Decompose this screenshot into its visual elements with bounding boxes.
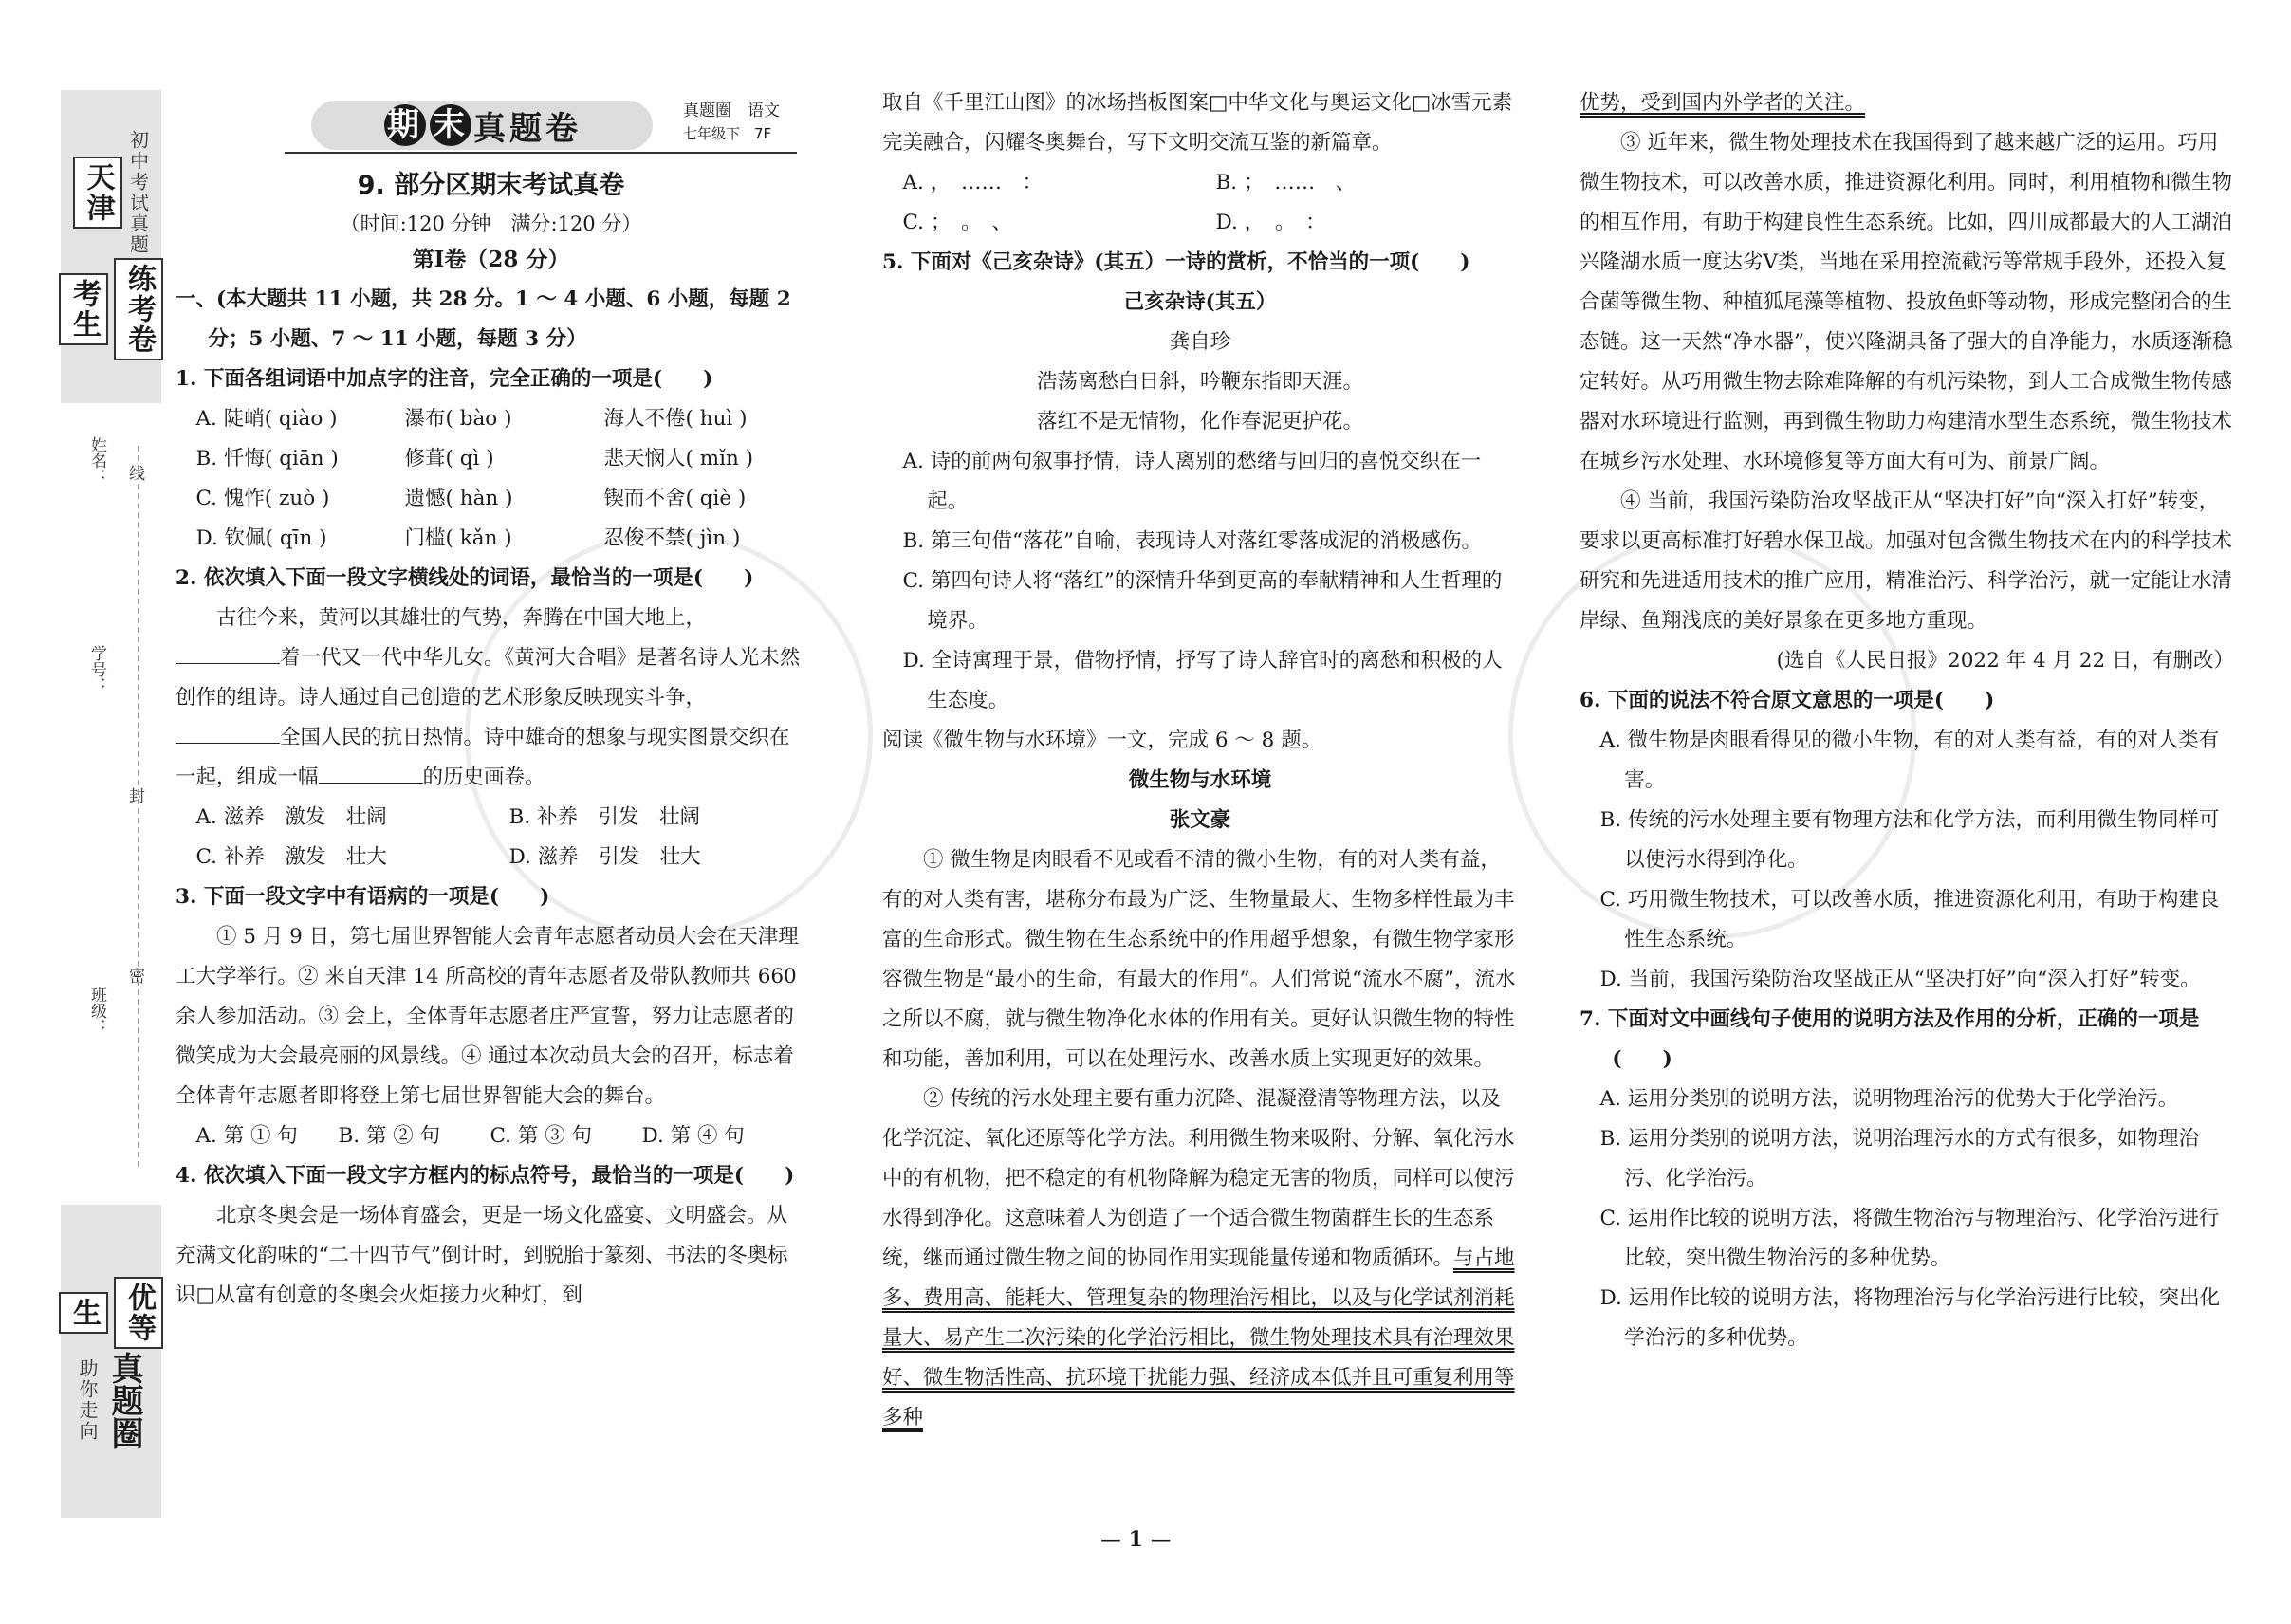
option-text: A. 第 ① 句 <box>195 1124 298 1148</box>
option-text: B. 第三句借“落花”自喻，表现诗人对落红零落成泥的消极感伤。 <box>902 529 1482 553</box>
paragraph-2-text: ② 传统的污水处理主要有重力沉降、混凝澄清等物理方法，以及化学沉淀、氧化还原等化学方法。利用微生物来吸附、分解、氧化污水中的有机物，把不稳定的有机物降解为稳定无害的物质，同样可以使污水得到净化。这意味着人为创造了一个适合微生物菌群生长的生态系统，继而通过微生物之间的协同作用实现能量传递和物质循环。 <box>882 1087 1515 1270</box>
article-paragraph-4: ④ 当前，我国污染防治攻坚战正从“坚决打好”向“深入打好”转变，要求以更高标准打好碧水保卫战。加强对包含微生物技术在内的科学技术研究和先进适用技术的推广应用，精准治污、科学治污，就一定能让水清岸绿、鱼翔浅底的美好景象在更多地方重现。 <box>1580 489 2233 633</box>
q2-text-b: 着一代又一代中华儿女。《黄河大合唱》是著名诗人光未然创作的组诗。诗人通过自己创造的艺术形象反映现实斗争， <box>176 646 801 710</box>
option-text: 遗憾( hàn ) <box>404 487 513 510</box>
option-text: 锲而不舍( qiè ) <box>603 487 747 510</box>
grade-label: 七年级下 7F <box>683 125 772 142</box>
sidebar-bottom-brand: 真题圈 <box>105 1352 143 1449</box>
option-text: C. ； 。 、 <box>902 211 1012 234</box>
header-banner <box>311 101 653 150</box>
poem-author: 龚自珍 <box>1169 330 1231 354</box>
name-label: 姓名： <box>87 436 106 485</box>
seal-line-label: 线 <box>125 465 144 481</box>
secret-mark-label: 密 <box>125 968 144 984</box>
option-text: A. 滋养 激发 壮阔 <box>195 805 387 829</box>
article-title: 微生物与水环境 <box>1128 768 1272 792</box>
sidebar-top-strip <box>61 90 161 403</box>
option-text: 悲天悯人( mǐn ) <box>603 447 754 471</box>
option-text: A. ， …… ： <box>902 171 1043 194</box>
sidebar-bottom-word-b: 优等 <box>114 1277 163 1349</box>
banner-char-1: 期 <box>384 104 426 146</box>
article-paragraph-2 <box>882 1080 1518 1438</box>
answer-blank[interactable] <box>176 722 280 744</box>
class-label: 班级： <box>87 987 106 1035</box>
option-text: C. 巧用微生物技术，可以改善水质，推进资源化利用，有助于构建良性生态系统。 <box>1599 888 2220 951</box>
option-text: D. 滋养 引发 壮大 <box>508 845 701 869</box>
q4-passage-continued: 取自《千里江山图》的冰场挡板图案□中华文化与奥运文化□冰雪元素完美融合，闪耀冬奥舞台，写下文明交流互鉴的新篇章。 <box>882 91 1513 155</box>
option-text: A. 诗的前两句叙事抒情，诗人离别的愁绪与回归的喜悦交织在一起。 <box>902 450 1482 513</box>
page-number: — 1 — <box>1100 1527 1172 1552</box>
option-text: A. 微生物是肉眼看得见的微小生物，有的对人类有益，有的对人类有害。 <box>1599 729 2220 792</box>
article-paragraph-1: ① 微生物是肉眼看不见或看不清的微小生物，有的对人类有益，有的对人类有害，堪称分布最为广泛、生物量最大、生物多样性最为丰富的生命形式。微生物在生态系统中的作用超乎想象，有微生物学家形容微生物是“最小的生命，有最大的作用”。人们常说“流水不腐”，流水之所以不腐，就与微生物净化水体的作用有关。更好认识微生物的特性和功能，善加利用，可以在处理污水、改善水质上实现更好的效果。 <box>882 848 1516 1071</box>
option-text: B. 忏悔( qiān ) <box>195 447 339 471</box>
option-text: B. 传统的污水处理主要有物理方法和化学方法，而利用微生物同样可以使污水得到净化。 <box>1599 808 2220 872</box>
header-rule <box>285 152 797 154</box>
student-info-labels <box>85 436 152 1176</box>
instructions: 一、(本大题共 11 小题，共 28 分。1 ～ 4 小题、6 小题，每题 2 分；5 小题、7 ～ 11 小题，每题 3 分） <box>176 287 791 351</box>
exam-header <box>285 97 797 156</box>
section-heading: 第Ⅰ卷（28 分） <box>412 247 570 272</box>
option-text: C. 运用作比较的说明方法，将微生物治污与物理治污、化学治污进行比较，突出微生物治污的多种优势。 <box>1599 1207 2220 1270</box>
banner-text: 真题卷 <box>473 109 582 148</box>
q4-passage: 北京冬奥会是一场体育盛会，更是一场文化盛宴、文明盛会。从充满文化韵味的“二十四节气”倒计时，到脱胎于篆刻、书法的冬奥标识□从富有创意的冬奥会火炬接力火种灯，到 <box>176 1204 788 1307</box>
option-text: 瀑布( bào ) <box>404 407 512 431</box>
option-text: C. 第四句诗人将“落红”的深情升华到更高的奉献精神和人生哲理的境界。 <box>902 569 1503 633</box>
brand-subject: 真题圈 语文 <box>683 102 780 120</box>
option-text: B. 第 ② 句 <box>338 1124 441 1148</box>
question-3: 3. 下面一段文字中有语病的一项是( ) <box>176 885 550 909</box>
option-text: D. 第 ④ 句 <box>641 1124 745 1148</box>
sidebar-top-caption: 初中考试真题 <box>126 130 150 255</box>
sidebar-top-word-a: 天津 <box>73 157 122 229</box>
option-text: 修葺( qì ) <box>404 447 494 471</box>
sidebar-bottom-word-c: 生 <box>59 1292 108 1334</box>
option-text: D. 当前，我国污染防治攻坚战正从“坚决打好”向“深入打好”转变。 <box>1599 968 2201 991</box>
option-text: D. 钦佩( qīn ) <box>195 526 327 550</box>
reading-intro: 阅读《微生物与水环境》一文，完成 6 ～ 8 题。 <box>882 729 1322 752</box>
answer-blank[interactable] <box>319 762 423 784</box>
exam-subtitle: （时间:120 分钟 满分:120 分） <box>340 212 642 235</box>
q2-text-c: 全国人民的抗日热情。诗中雄奇的想象与现实图景交织在一起，组成一幅 <box>176 726 790 789</box>
sidebar-top-word-c: 练考卷 <box>114 258 163 360</box>
q2-options <box>176 798 806 877</box>
underlined-sentence-end: 优势，受到国内外学者的关注。 <box>1580 91 1866 115</box>
question-2: 2. 依次填入下面一段文字横线处的词语，最恰当的一项是( ) <box>176 566 754 590</box>
column-2 <box>882 83 1518 1438</box>
option-text: 忍俊不禁( jìn ) <box>603 526 741 550</box>
column-1 <box>176 164 806 1316</box>
option-text: D. 全诗寓理于景，借物抒情，抒写了诗人辞官时的离愁和积极的人生态度。 <box>902 649 1503 712</box>
poem-line: 落红不是无情物，化作春泥更护花。 <box>1036 410 1363 434</box>
seal-mark-label: 封 <box>125 787 144 803</box>
option-text: C. 愧怍( zuò ) <box>195 487 330 510</box>
article-paragraph-3: ③ 近年来，微生物处理技术在我国得到了越来越广泛的运用。巧用微生物技术，可以改善水质，推进资源化利用。同时，利用植物和微生物的相互作用，有助于构建良性生态系统。比如，四川成都最大的人工湖泊兴隆湖水质一度达劣Ⅴ类，当地在采用控流截污等常规手段外，还投入复合菌等微生物、种植狐尾藻等植物、投放鱼虾等动物，形成完整闭合的生态链。这一天然“净水器”，使兴隆湖具备了强大的自净能力，水质逐渐稳定转好。从巧用微生物去除难降解的有机污染物，到人工合成微生物传感器对水环境进行监测，再到微生物助力构建清水型生态系统，微生物技术在城乡污水处理、水环境修复等方面大有可为、前景广阔。 <box>1580 131 2233 473</box>
option-text: B. 补养 引发 壮阔 <box>508 805 700 829</box>
column-3 <box>1580 83 2234 1358</box>
question-6: 6. 下面的说法不符合原文意思的一项是( ) <box>1580 689 1995 712</box>
q3-options <box>176 1116 806 1156</box>
option-text: A. 陡峭( qiào ) <box>195 407 338 431</box>
q2-text-a: 古往今来，黄河以其雄壮的气势，奔腾在中国大地上， <box>216 606 707 630</box>
seal-dashed-line <box>138 446 139 1167</box>
sidebar-bottom-strip <box>61 1205 161 1518</box>
q4-options <box>882 163 1518 243</box>
option-text: B. ； …… 、 <box>1215 171 1357 194</box>
question-1: 1. 下面各组词语中加点字的注音，完全正确的一项是( ) <box>176 367 713 391</box>
article-author: 张文豪 <box>1169 808 1231 832</box>
question-4: 4. 依次填入下面一段文字方框内的标点符号，最恰当的一项是( ) <box>176 1164 795 1188</box>
sidebar-bottom-caption: 助你走向 <box>76 1358 99 1442</box>
q3-passage: ① 5 月 9 日，第七届世界智能大会青年志愿者动员大会在天津理工大学举行。② 来自天津 14 所高校的青年志愿者及带队教师共 660 余人参加活动。③ 会上，全体青年志愿者庄严宣誓，努力让志愿者的微笑成为大会最亮丽的风景线。④ 通过本次动员大会的召开，标志着全体青年志愿者即将登上第七届世界智能大会的舞台。 <box>176 925 799 1108</box>
question-5: 5. 下面对《己亥杂诗》(其五）一诗的赏析，不恰当的一项( ) <box>882 250 1470 274</box>
option-text: A. 运用分类别的说明方法，说明物理治污的优势大于化学治污。 <box>1599 1087 2179 1111</box>
option-text: C. 第 ③ 句 <box>490 1124 593 1148</box>
poem-title: 己亥杂诗(其五） <box>1123 290 1277 314</box>
option-text: 门槛( kǎn ) <box>404 526 512 550</box>
option-text: C. 补养 激发 壮大 <box>195 845 387 869</box>
sidebar-top-word-b: 考生 <box>59 273 108 345</box>
banner-char-2: 末 <box>430 104 471 146</box>
q1-options <box>176 399 806 559</box>
student-id-label: 学号： <box>87 645 106 693</box>
option-text: D. ， 。 ： <box>1215 211 1326 234</box>
underlined-sentence: 与占地多、费用高、能耗大、管理复杂的物理治污相比，以及与化学试剂消耗量大、易产生二次污染的化学治污相比，微生物处理技术具有治理效果好、微生物活性高、抗环境干扰能力强、经济成本低并且可重复利用等多种 <box>882 1246 1515 1430</box>
option-text: B. 运用分类别的说明方法，说明治理污水的方式有很多，如物理治污、化学治污。 <box>1599 1127 2199 1190</box>
answer-blank[interactable] <box>176 642 280 664</box>
q2-text-d: 的历史画卷。 <box>422 766 545 789</box>
option-text: 海人不倦( huì ) <box>603 407 748 431</box>
article-source: (选自《人民日报》2022 年 4 月 22 日，有删改） <box>1776 649 2234 673</box>
option-text: D. 运用作比较的说明方法，将物理治污与化学治污进行比较，突出化学治污的多种优势。 <box>1599 1286 2221 1350</box>
question-7: 7. 下面对文中画线句子使用的说明方法及作用的分析，正确的一项是( ) <box>1580 1007 2200 1071</box>
poem-line: 浩荡离愁白日斜，吟鞭东指即天涯。 <box>1036 370 1363 394</box>
q2-passage <box>176 599 806 798</box>
exam-title: 9. 部分区期末考试真卷 <box>357 171 625 200</box>
